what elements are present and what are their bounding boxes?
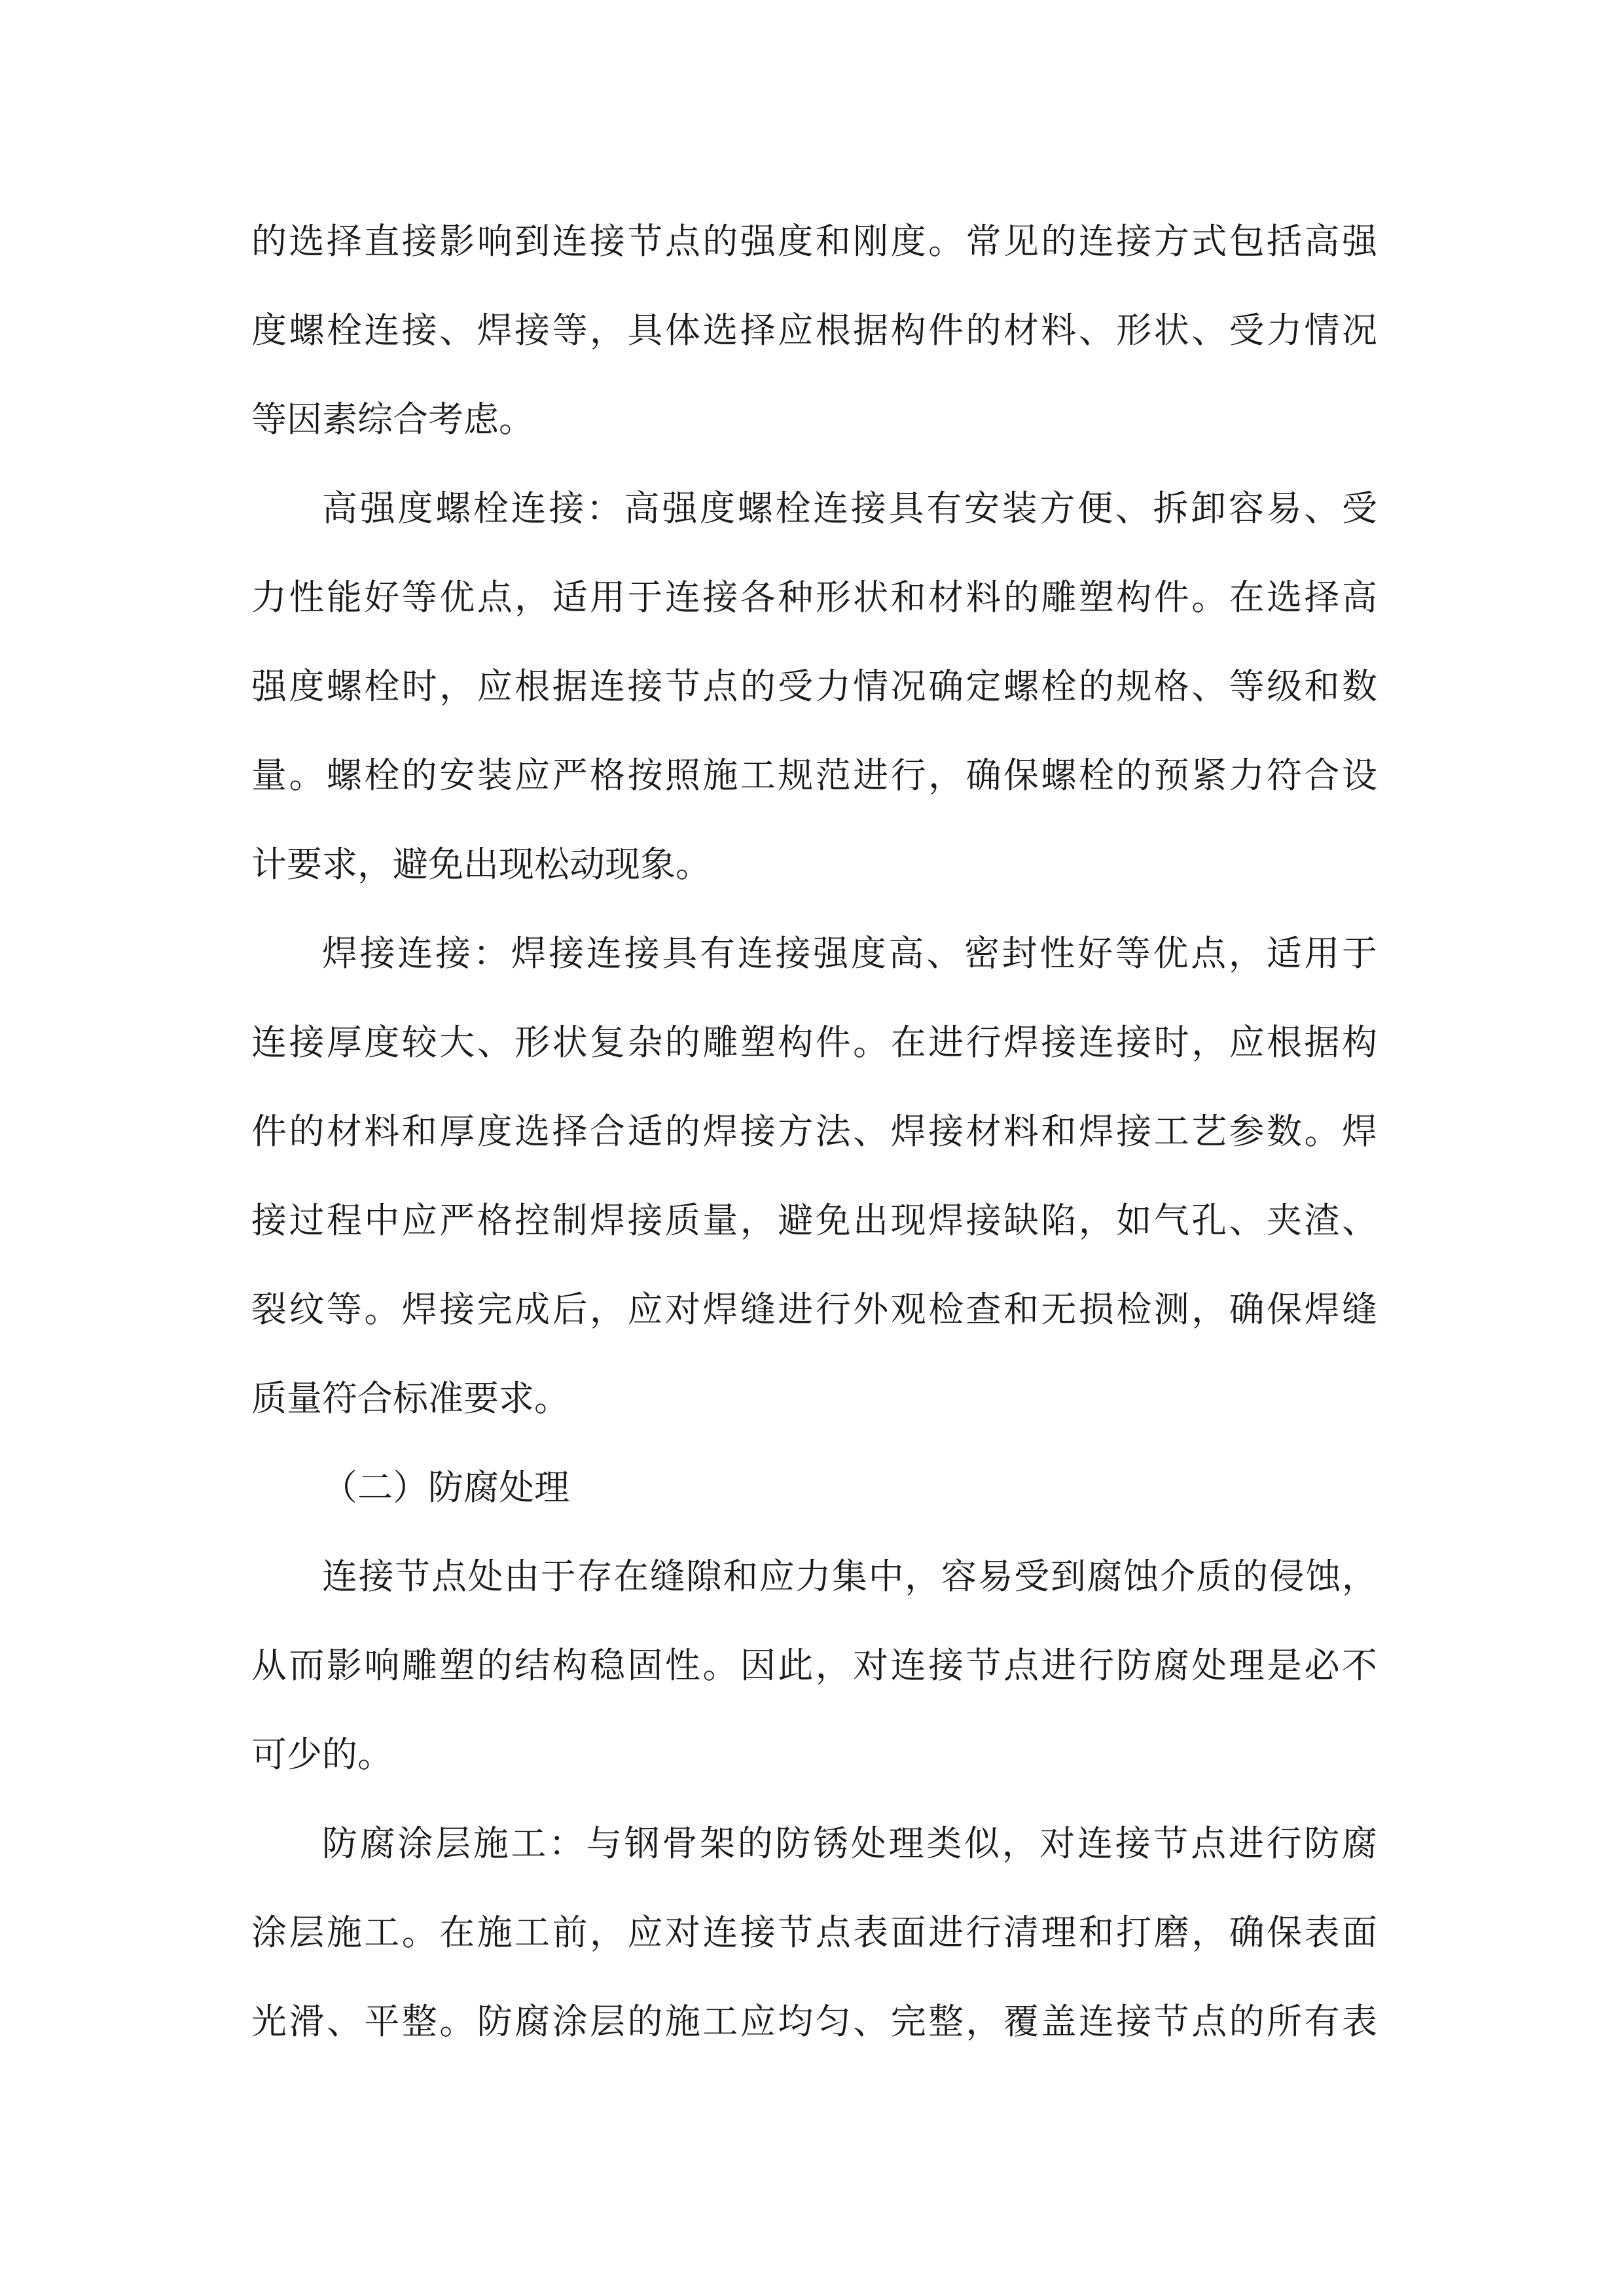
paragraph-line: 从而影响雕塑的结构稳固性。因此，对连接节点进行防腐处理是必不 xyxy=(251,1645,1377,1686)
paragraph-line: 连接节点处由于存在缝隙和应力集中，容易受到腐蚀介质的侵蚀， xyxy=(322,1556,1377,1597)
paragraph-line: 件的材料和厚度选择合适的焊接方法、焊接材料和焊接工艺参数。焊 xyxy=(251,1111,1377,1152)
paragraph-line: 接过程中应严格控制焊接质量，避免出现焊接缺陷，如气孔、夹渣、 xyxy=(251,1200,1377,1241)
section-heading: （二）防腐处理 xyxy=(322,1467,569,1508)
paragraph-line: 等因素综合考虑。 xyxy=(251,399,534,440)
paragraph-line: 高强度螺栓连接：高强度螺栓连接具有安装方便、拆卸容易、受 xyxy=(322,488,1377,529)
paragraph-line: 的选择直接影响到连接节点的强度和刚度。常见的连接方式包括高强 xyxy=(251,221,1377,262)
paragraph-line: 可少的。 xyxy=(251,1734,393,1775)
paragraph-line: 力性能好等优点，适用于连接各种形状和材料的雕塑构件。在选择高 xyxy=(251,577,1377,618)
paragraph-line: 光滑、平整。防腐涂层的施工应均匀、完整，覆盖连接节点的所有表 xyxy=(251,2001,1377,2042)
paragraph-line: 量。螺栓的安装应严格按照施工规范进行，确保螺栓的预紧力符合设 xyxy=(251,755,1377,796)
paragraph-line: 防腐涂层施工：与钢骨架的防锈处理类似，对连接节点进行防腐 xyxy=(322,1823,1377,1864)
paragraph-line: 裂纹等。焊接完成后，应对焊缝进行外观检查和无损检测，确保焊缝 xyxy=(251,1289,1377,1330)
paragraph-line: 焊接连接：焊接连接具有连接强度高、密封性好等优点，适用于 xyxy=(322,933,1377,974)
paragraph-line: 度螺栓连接、焊接等，具体选择应根据构件的材料、形状、受力情况 xyxy=(251,310,1377,351)
paragraph-line: 涂层施工。在施工前，应对连接节点表面进行清理和打磨，确保表面 xyxy=(251,1912,1377,1953)
paragraph-line: 强度螺栓时，应根据连接节点的受力情况确定螺栓的规格、等级和数 xyxy=(251,666,1377,707)
paragraph-line: 质量符合标准要求。 xyxy=(251,1378,569,1419)
paragraph-line: 连接厚度较大、形状复杂的雕塑构件。在进行焊接连接时，应根据构 xyxy=(251,1022,1377,1063)
paragraph-line: 计要求，避免出现松动现象。 xyxy=(251,844,711,885)
